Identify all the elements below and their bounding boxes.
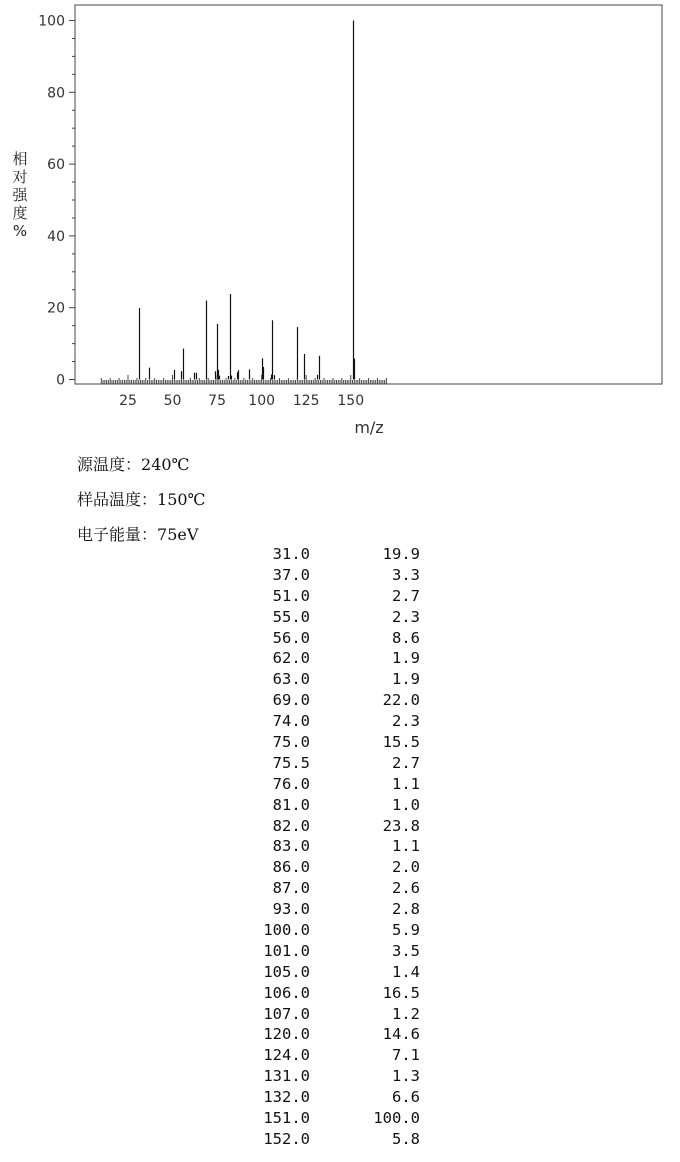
table-row bbox=[230, 1004, 420, 1025]
intensity-value: 2.3 bbox=[392, 607, 420, 626]
mz-value: 83.0 bbox=[272, 837, 310, 856]
intensity-value: 15.5 bbox=[382, 733, 420, 752]
mz-value: 62.0 bbox=[272, 649, 310, 668]
intensity-value: 16.5 bbox=[382, 983, 420, 1002]
intensity-value: 7.1 bbox=[392, 1046, 420, 1065]
table-row bbox=[230, 857, 420, 878]
table-row bbox=[230, 795, 420, 816]
mz-value: 86.0 bbox=[272, 858, 310, 877]
source-temperature-label: 源温度： bbox=[77, 455, 142, 474]
mz-value: 63.0 bbox=[272, 670, 310, 689]
mz-value: 106.0 bbox=[263, 983, 310, 1002]
table-row bbox=[230, 836, 420, 857]
table-row bbox=[230, 816, 420, 837]
table-row bbox=[230, 753, 420, 774]
intensity-value: 2.3 bbox=[392, 712, 420, 731]
mz-value: 87.0 bbox=[272, 879, 310, 898]
y-axis-label-char: 强 bbox=[12, 186, 28, 204]
table-row bbox=[230, 1108, 420, 1129]
mz-value: 132.0 bbox=[263, 1088, 310, 1107]
mz-value: 76.0 bbox=[272, 774, 310, 793]
mz-value: 131.0 bbox=[263, 1067, 310, 1086]
intensity-value: 23.8 bbox=[382, 816, 420, 835]
mz-value: 107.0 bbox=[263, 1004, 310, 1023]
mz-value: 105.0 bbox=[263, 962, 310, 981]
mz-value: 55.0 bbox=[272, 607, 310, 626]
table-row bbox=[230, 941, 420, 962]
table-row bbox=[230, 565, 420, 586]
plot-frame bbox=[75, 5, 662, 384]
table-row bbox=[230, 920, 420, 941]
sample-temperature-label: 样品温度： bbox=[77, 490, 158, 509]
table-row bbox=[230, 899, 420, 920]
electron-energy-label: 电子能量： bbox=[77, 525, 158, 544]
table-row bbox=[230, 1045, 420, 1066]
table-row bbox=[230, 690, 420, 711]
source-temperature bbox=[77, 452, 189, 475]
intensity-value: 1.2 bbox=[392, 1004, 420, 1023]
y-axis-label-char: 相 bbox=[12, 150, 28, 168]
intensity-value: 2.6 bbox=[392, 879, 420, 898]
y-axis-label-char: % bbox=[12, 222, 28, 240]
intensity-value: 3.3 bbox=[392, 565, 420, 584]
y-tick-label: 20 bbox=[47, 300, 65, 317]
x-tick-label: 50 bbox=[163, 393, 182, 409]
mz-value: 81.0 bbox=[272, 795, 310, 814]
intensity-value: 1.9 bbox=[392, 649, 420, 668]
mass-spectrum-chart bbox=[0, 0, 680, 445]
table-row bbox=[230, 669, 420, 690]
y-axis-label-char: 对 bbox=[12, 168, 28, 186]
table-row bbox=[230, 962, 420, 983]
mz-value: 152.0 bbox=[263, 1129, 310, 1148]
y-tick-label: 100 bbox=[38, 13, 65, 30]
electron-energy-value: 75eV bbox=[157, 525, 199, 544]
y-tick-label: 0 bbox=[56, 372, 65, 389]
intensity-value: 3.5 bbox=[392, 941, 420, 960]
mz-value: 100.0 bbox=[263, 921, 310, 940]
mz-value: 74.0 bbox=[272, 712, 310, 731]
mz-value: 56.0 bbox=[272, 628, 310, 647]
table-row bbox=[230, 1066, 420, 1087]
x-tick-label: 100 bbox=[248, 393, 276, 409]
x-tick-label: 125 bbox=[292, 393, 320, 409]
y-axis-label-char: 度 bbox=[12, 204, 28, 222]
intensity-value: 8.6 bbox=[392, 628, 420, 647]
mz-value: 37.0 bbox=[272, 565, 310, 584]
table-row bbox=[230, 711, 420, 732]
y-tick-label: 80 bbox=[47, 85, 65, 102]
intensity-value: 2.7 bbox=[392, 753, 420, 772]
table-row bbox=[230, 774, 420, 795]
intensity-value: 1.9 bbox=[392, 670, 420, 689]
intensity-value: 1.1 bbox=[392, 837, 420, 856]
sample-temperature bbox=[77, 487, 205, 510]
intensity-value: 1.3 bbox=[392, 1067, 420, 1086]
table-row bbox=[230, 732, 420, 753]
mz-value: 82.0 bbox=[272, 816, 310, 835]
mz-value: 69.0 bbox=[272, 691, 310, 710]
table-row bbox=[230, 1087, 420, 1108]
y-tick-label: 40 bbox=[47, 228, 65, 245]
x-axis-label: m/z bbox=[354, 418, 384, 437]
mz-value: 93.0 bbox=[272, 900, 310, 919]
table-row bbox=[230, 628, 420, 649]
mz-value: 151.0 bbox=[263, 1109, 310, 1128]
y-tick-label: 60 bbox=[47, 157, 65, 174]
intensity-value: 1.0 bbox=[392, 795, 420, 814]
mz-value: 124.0 bbox=[263, 1046, 310, 1065]
intensity-value: 2.0 bbox=[392, 858, 420, 877]
table-row bbox=[230, 1129, 420, 1150]
intensity-value: 19.9 bbox=[382, 545, 420, 563]
mz-value: 120.0 bbox=[263, 1025, 310, 1044]
y-axis-label bbox=[10, 150, 30, 240]
chart-axes bbox=[75, 5, 662, 384]
mz-value: 75.0 bbox=[272, 733, 310, 752]
table-row bbox=[230, 607, 420, 628]
intensity-value: 2.8 bbox=[392, 900, 420, 919]
intensity-value: 2.7 bbox=[392, 586, 420, 605]
x-tick-label: 25 bbox=[119, 393, 137, 409]
mz-value: 51.0 bbox=[272, 586, 310, 605]
mz-value: 75.5 bbox=[272, 753, 310, 772]
intensity-value: 5.8 bbox=[392, 1129, 420, 1148]
x-tick-label: 150 bbox=[337, 393, 365, 409]
intensity-value: 1.1 bbox=[392, 774, 420, 793]
intensity-value: 5.9 bbox=[392, 921, 420, 940]
table-row bbox=[230, 586, 420, 607]
axis-ticks bbox=[38, 14, 386, 410]
x-tick-label: 75 bbox=[208, 393, 227, 409]
intensity-value: 1.4 bbox=[392, 962, 420, 981]
table-row bbox=[230, 878, 420, 899]
electron-energy bbox=[77, 522, 198, 545]
table-row bbox=[230, 544, 420, 565]
table-row bbox=[230, 983, 420, 1004]
table-row bbox=[230, 648, 420, 669]
intensity-value: 100.0 bbox=[373, 1109, 420, 1128]
intensity-value: 6.6 bbox=[392, 1088, 420, 1107]
mz-value: 101.0 bbox=[263, 941, 310, 960]
intensity-value: 14.6 bbox=[382, 1025, 420, 1044]
peak-table bbox=[230, 544, 420, 1150]
table-row bbox=[230, 1024, 420, 1045]
mz-value: 31.0 bbox=[272, 545, 310, 563]
intensity-value: 22.0 bbox=[382, 691, 420, 710]
sample-temperature-value: 150℃ bbox=[157, 490, 206, 509]
spectrum-peaks bbox=[140, 21, 355, 380]
source-temperature-value: 240℃ bbox=[141, 455, 190, 474]
